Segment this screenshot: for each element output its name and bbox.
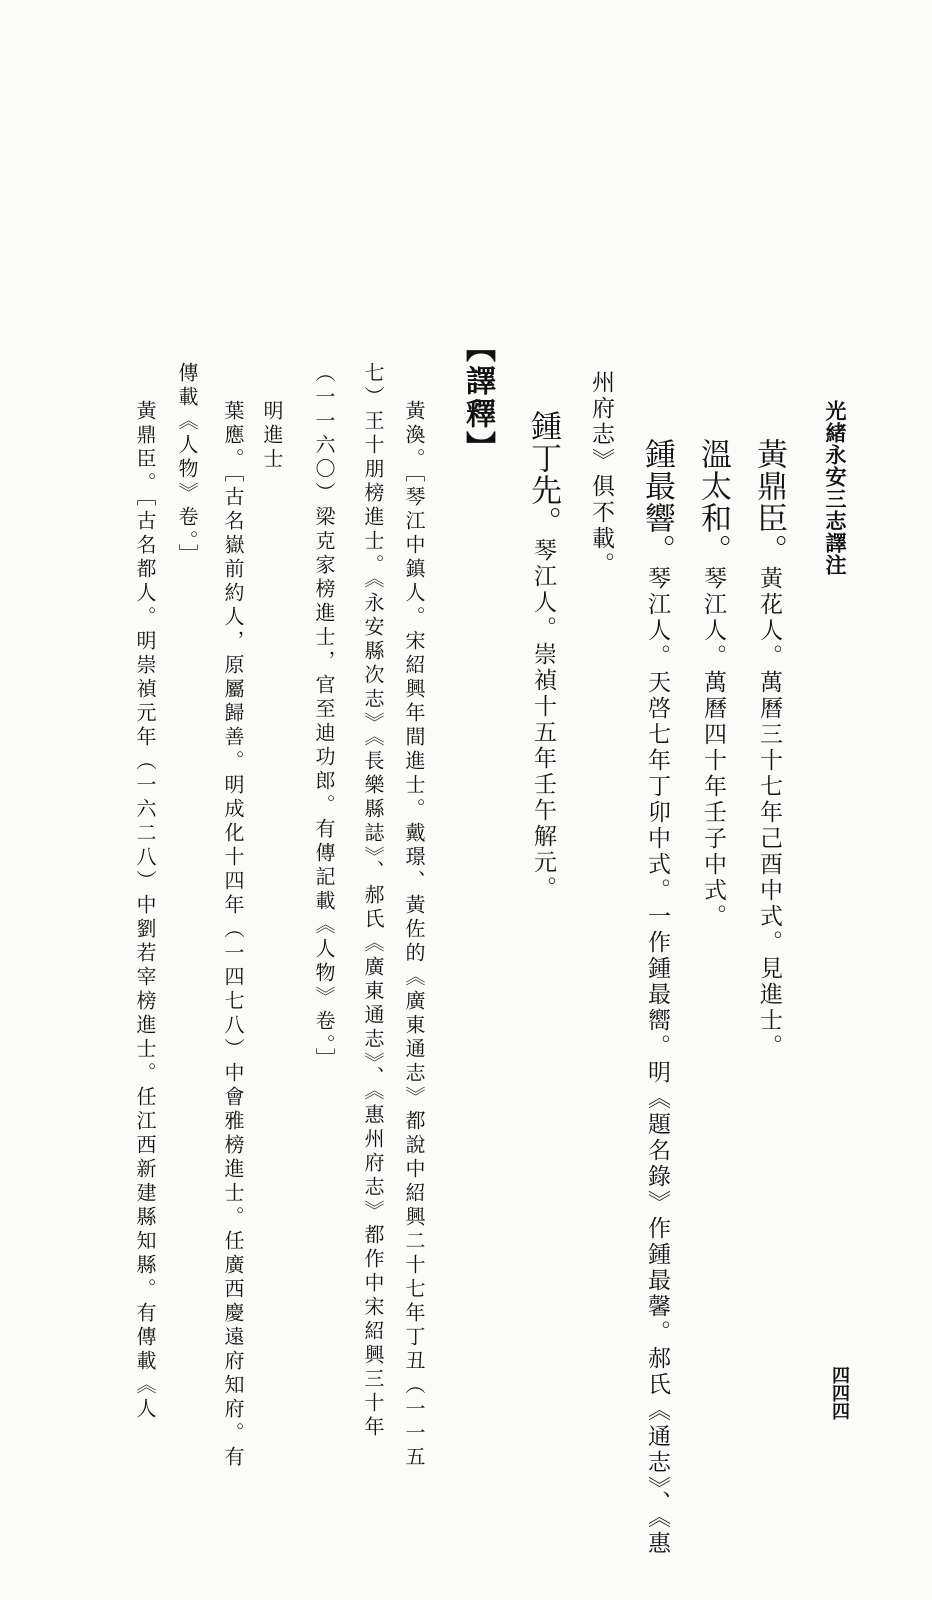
entry-3-name: 鍾最響。 (639, 438, 675, 566)
entry-2 (695, 438, 731, 930)
page-number: 四四四 (829, 1366, 850, 1420)
note-line-3: （一一六〇）梁克家榜進士，官至迪功郎。有傳記載《人物》卷。］ (312, 362, 336, 1072)
entry-3-text: 琴江人。天啓七年丁卯中式。一作鍾最嚮。明《題名錄》作鍾最馨。郝氏《通志》、《惠 (644, 566, 670, 1557)
entry-4 (525, 410, 561, 902)
section-title: 【譯釋】 (460, 332, 495, 464)
entry-2-name: 溫太和。 (695, 438, 731, 566)
entry-1-text: 黃花人。萬曆三十七年己酉中式。見進士。 (756, 566, 782, 1060)
entry-4-text: 琴江人。崇禎十五年壬午解元。 (530, 538, 556, 902)
note-line-5: 傳載《人物》卷。］ (175, 362, 199, 568)
note-line-6: 黃鼎臣。［古名都人。明崇禎元年（一六二八）中劉若宰榜進士。任江西新建縣知縣。有傳載《人 (133, 400, 157, 1422)
entry-4-name: 鍾丁先。 (525, 410, 561, 538)
note-subheading: 明進士 (260, 400, 284, 472)
entry-1-name: 黃鼎臣。 (751, 438, 787, 566)
note-line-1: 黃渙。［琴江中鎮人。宋紹興年間進士。戴璟、黃佐的《廣東通志》都說中紹興二十七年丁丑（一一五 (402, 400, 426, 1470)
note-line-2: 七）王十朋榜進士。《永安縣次志》《長樂縣誌》、郝氏《廣東通志》、《惠州府志》都作中宋紹興三十年 (361, 362, 385, 1440)
running-head: 光緒永安三志譯注 (823, 400, 848, 576)
entry-3 (639, 438, 675, 1557)
entry-2-text: 琴江人。萬曆四十年壬子中式。 (700, 566, 726, 930)
note-line-4: 葉應。［古名嶽前約人，原屬歸善。明成化十四年（一四七八）中會雅榜進士。任廣西慶遠府知府。有 (221, 400, 245, 1470)
entry-1 (751, 438, 787, 1060)
entry-3-continuation: 州府志》俱不載。 (588, 370, 614, 578)
